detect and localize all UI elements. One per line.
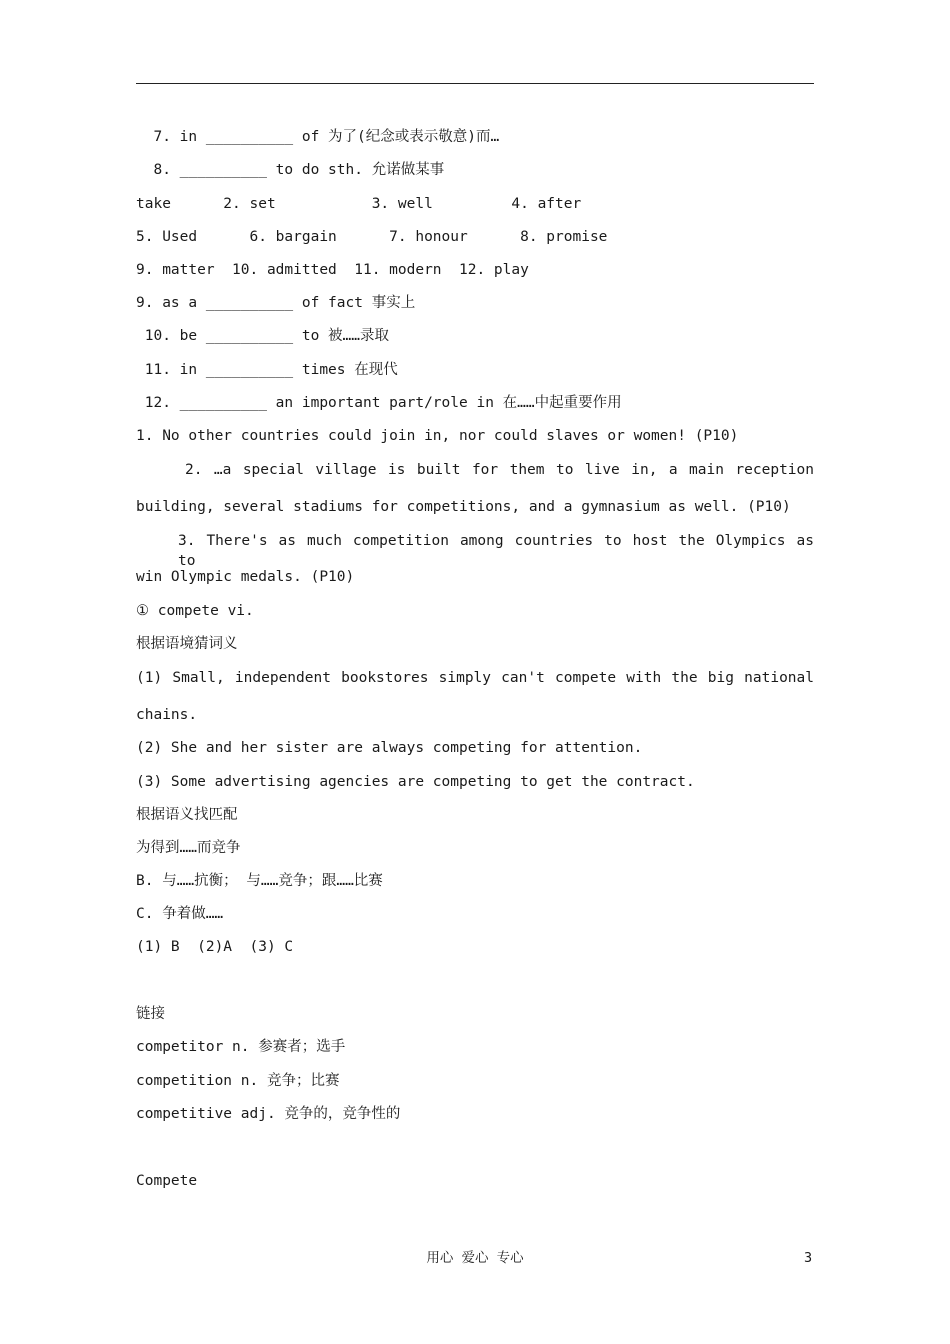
- page-number: 3: [804, 1250, 813, 1266]
- guess-title: 根据语境猜词义: [136, 636, 238, 652]
- header-rule: [136, 83, 814, 84]
- option-c: C. 争着做……: [136, 906, 224, 922]
- link-title: 链接: [136, 1006, 165, 1022]
- phrase-8: 8. __________ to do sth. 允诺做某事: [136, 162, 445, 178]
- sentence-3-line-1: 3. There's as much competition among countries to host the Olympics as to: [178, 533, 814, 569]
- example-3: (3) Some advertising agencies are competing to get the contract.: [136, 774, 695, 790]
- phrase-10: 10. be __________ to 被……录取: [136, 328, 390, 344]
- option-b: B. 与……抗衡； 与……竞争；跟……比赛: [136, 873, 383, 889]
- phrase-9: 9. as a __________ of fact 事实上: [136, 295, 416, 311]
- footer-motto: 用心 爱心 专心: [426, 1250, 524, 1266]
- phrase-7: 7. in __________ of 为了(纪念或表示敬意)而…: [136, 129, 500, 145]
- sentence-3-line-2: win Olympic medals. (P10): [136, 569, 355, 585]
- answer-line-3: 9. matter 10. admitted 11. modern 12. play: [136, 262, 529, 278]
- final-word: Compete: [136, 1173, 198, 1189]
- answer-line-1: take 2. set 3. well 4. after: [136, 196, 582, 212]
- answer-key: (1) B (2)A (3) C: [136, 939, 294, 955]
- link-word-1: competitor n. 参赛者；选手: [136, 1039, 346, 1055]
- phrase-12: 12. __________ an important part/role in 在……中起重要作用: [136, 395, 622, 411]
- sentence-2-line-2: building, several stadiums for competitions, and a gymnasium as well. (P10): [136, 499, 791, 515]
- answer-line-2: 5. Used 6. bargain 7. honour 8. promise: [136, 229, 608, 245]
- sentence-2-line-1: 2. …a special village is built for them to live in, a main reception: [185, 462, 814, 478]
- link-word-2: competition n. 竞争；比赛: [136, 1073, 340, 1089]
- link-word-3: competitive adj. 竞争的，竞争性的: [136, 1106, 401, 1122]
- match-title: 根据语义找匹配: [136, 807, 238, 823]
- compete-heading: ① compete vi.: [136, 603, 254, 619]
- sentence-1: 1. No other countries could join in, nor could slaves or women! (P10): [136, 428, 739, 444]
- example-1-line-2: chains.: [136, 707, 198, 723]
- example-2: (2) She and her sister are always competing for attention.: [136, 740, 643, 756]
- phrase-11: 11. in __________ times 在现代: [136, 362, 398, 378]
- example-1-line-1: (1) Small, independent bookstores simply can't compete with the big national: [136, 670, 814, 686]
- option-a: 为得到……而竞争: [136, 840, 241, 856]
